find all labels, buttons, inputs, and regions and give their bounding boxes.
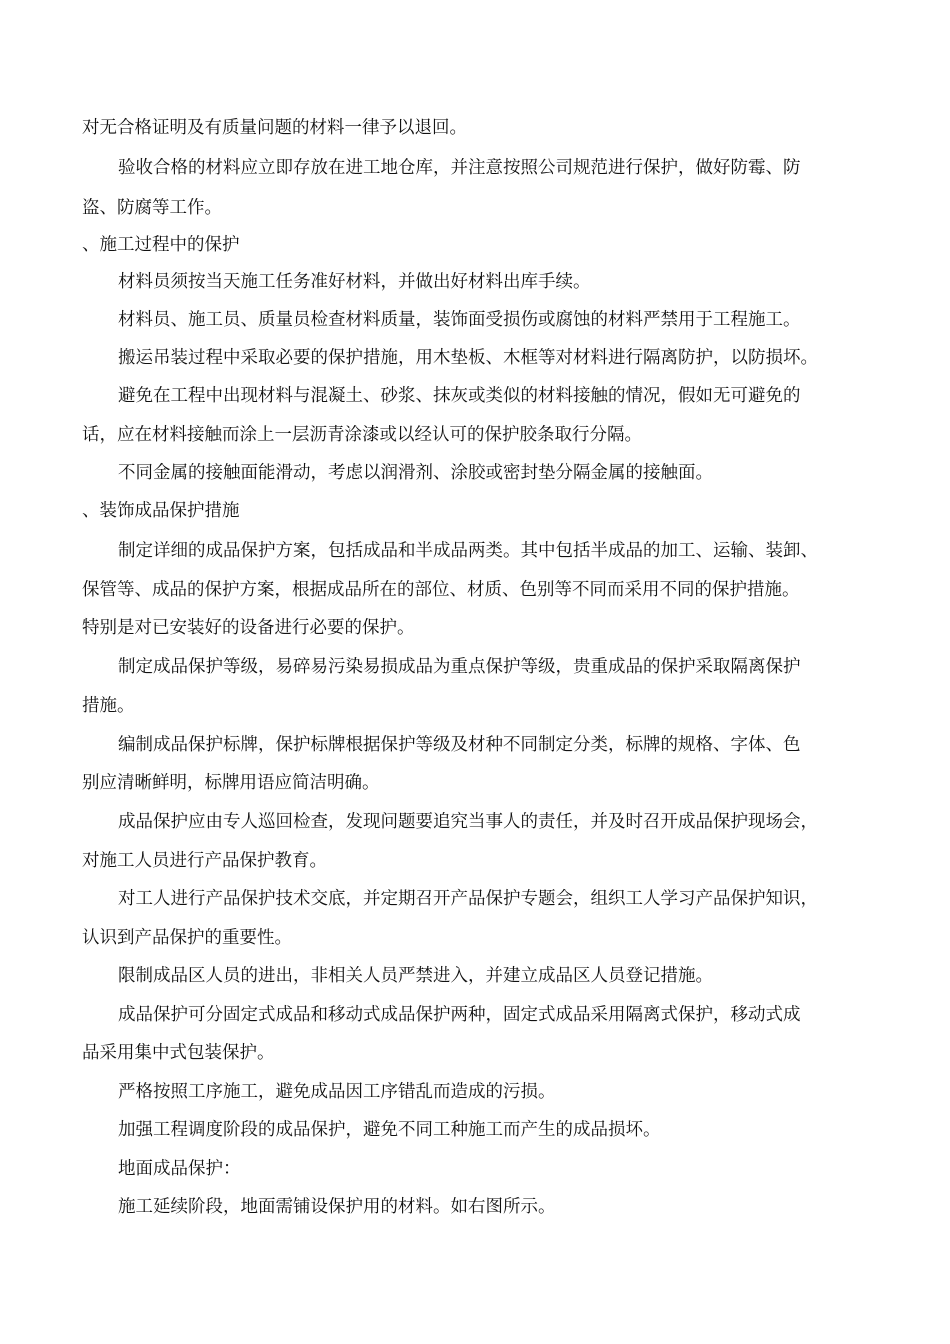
paragraph-line: 对工人进行产品保护技术交底，并定期召开产品保护专题会，组织工人学习产品保护知识， — [118, 889, 818, 909]
paragraph-line: 避免在工程中出现材料与混凝土、砂浆、抹灰或类似的材料接触的情况，假如无可避免的 — [118, 386, 801, 406]
paragraph-line: 加强工程调度阶段的成品保护，避免不同工种施工而产生的成品损坏。 — [118, 1120, 661, 1140]
paragraph-line: 搬运吊装过程中采取必要的保护措施，用木垫板、木框等对材料进行隔离防护，以防损坏。 — [118, 348, 818, 368]
paragraph-line: 地面成品保护： — [118, 1159, 241, 1179]
text-line: 特别是对已安装好的设备进行必要的保护。 — [82, 618, 415, 638]
paragraph-line: 材料员须按当天施工任务准好材料，并做出好材料出库手续。 — [118, 272, 591, 292]
paragraph-line: 成品保护可分固定式成品和移动式成品保护两种，固定式成品采用隔离式保护，移动式成 — [118, 1005, 801, 1025]
paragraph-line: 不同金属的接触面能滑动，考虑以润滑剂、涂胶或密封垫分隔金属的接触面。 — [118, 463, 713, 483]
paragraph-line: 施工延续阶段，地面需铺设保护用的材料。如右图所示。 — [118, 1197, 556, 1217]
paragraph-line: 材料员、施工员、质量员检查材料质量，装饰面受损伤或腐蚀的材料严禁用于工程施工。 — [118, 310, 801, 330]
text-line: 对施工人员进行产品保护教育。 — [82, 851, 327, 871]
paragraph-line: 制定成品保护等级，易碎易污染易损成品为重点保护等级，贵重成品的保护采取隔离保护 — [118, 657, 801, 677]
section-heading: 、装饰成品保护措施 — [82, 501, 240, 521]
text-line: 认识到产品保护的重要性。 — [82, 928, 292, 948]
text-line: 别应清晰鲜明，标牌用语应简洁明确。 — [82, 773, 380, 793]
section-heading: 、施工过程中的保护 — [82, 235, 240, 255]
text-line: 盗、防腐等工作。 — [82, 198, 222, 218]
text-line: 品采用集中式包装保护。 — [82, 1043, 275, 1063]
paragraph-line: 验收合格的材料应立即存放在进工地仓库，并注意按照公司规范进行保护，做好防霉、防 — [118, 158, 801, 178]
paragraph-line: 限制成品区人员的进出，非相关人员严禁进入，并建立成品区人员登记措施。 — [118, 966, 713, 986]
text-line: 措施。 — [82, 696, 135, 716]
text-line: 保管等、成品的保护方案，根据成品所在的部位、材质、色别等不同而采用不同的保护措施。 — [82, 580, 800, 600]
text-line: 对无合格证明及有质量问题的材料一律予以退回。 — [82, 118, 467, 138]
paragraph-line: 严格按照工序施工，避免成品因工序错乱而造成的污损。 — [118, 1082, 556, 1102]
paragraph-line: 编制成品保护标牌，保护标牌根据保护等级及材种不同制定分类，标牌的规格、字体、色 — [118, 735, 801, 755]
text-line: 话，应在材料接触而涂上一层沥青涂漆或以经认可的保护胶条取行分隔。 — [82, 425, 642, 445]
paragraph-line: 成品保护应由专人巡回检查，发现问题要追究当事人的责任，并及时召开成品保护现场会， — [118, 812, 818, 832]
paragraph-line: 制定详细的成品保护方案，包括成品和半成品两类。其中包括半成品的加工、运输、装卸、 — [118, 541, 818, 561]
